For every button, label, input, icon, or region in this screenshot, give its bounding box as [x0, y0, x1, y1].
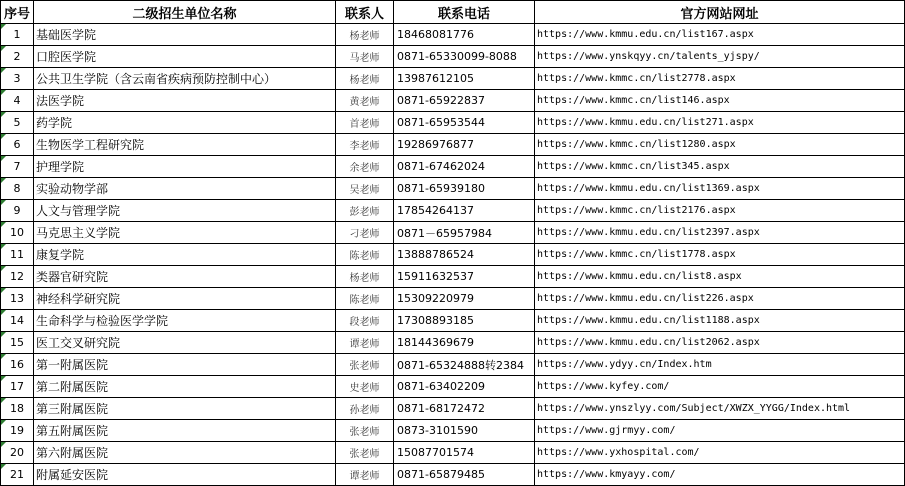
- phone-cell[interactable]: [394, 332, 535, 354]
- website-url-cell[interactable]: [535, 112, 905, 134]
- contact-person-cell[interactable]: [336, 288, 394, 310]
- website-url-cell[interactable]: [535, 310, 905, 332]
- phone-text: 0873-3101590: [397, 424, 478, 437]
- unit-name-text: 法医学院: [36, 94, 85, 108]
- table-row: [1, 442, 905, 464]
- phone-cell[interactable]: [394, 464, 535, 486]
- contact-person-text: 杨老师: [349, 273, 380, 284]
- phone-cell[interactable]: [394, 376, 535, 398]
- row-number-cell[interactable]: [1, 354, 34, 376]
- table-row: [1, 200, 905, 222]
- website-url-text: https://www.kmmu.edu.cn/list1188.aspx: [537, 315, 760, 326]
- row-number-cell[interactable]: [1, 68, 34, 90]
- contact-person-cell[interactable]: [336, 332, 394, 354]
- website-url-text: https://www.kmmu.edu.cn/list2397.aspx: [537, 227, 760, 238]
- row-number-text: 6: [13, 138, 21, 151]
- row-number-cell[interactable]: [1, 178, 34, 200]
- website-url-text: https://www.kmmc.cn/list345.aspx: [537, 161, 730, 172]
- phone-text: 0871-65939180: [397, 182, 485, 195]
- website-url-cell[interactable]: [535, 156, 905, 178]
- phone-cell[interactable]: [394, 222, 535, 244]
- contact-person-text: 杨老师: [349, 31, 380, 42]
- row-number-text: 20: [10, 446, 24, 459]
- phone-text: 0871-65330099-8088: [397, 50, 517, 63]
- contact-person-cell[interactable]: [336, 90, 394, 112]
- unit-name-text: 公共卫生学院（含云南省疾病预防控制中心）: [36, 72, 277, 86]
- phone-cell[interactable]: [394, 420, 535, 442]
- phone-text: 15309220979: [397, 292, 474, 305]
- unit-name-text: 第一附属医院: [36, 358, 109, 372]
- phone-cell[interactable]: [394, 288, 535, 310]
- table-row: [1, 68, 905, 90]
- website-url-cell[interactable]: [535, 420, 905, 442]
- website-url-cell[interactable]: [535, 178, 905, 200]
- row-number-cell[interactable]: [1, 24, 34, 46]
- cell-note-marker-icon: [1, 288, 6, 293]
- contact-person-text: 马老师: [349, 53, 380, 64]
- header-unit[interactable]: 二级招生单位名称: [34, 1, 336, 24]
- unit-name-text: 基础医学院: [36, 28, 97, 42]
- phone-text: 0871-67462024: [397, 160, 485, 173]
- cell-note-marker-icon: [1, 464, 6, 469]
- row-number-cell[interactable]: [1, 442, 34, 464]
- phone-text: 17854264137: [397, 204, 474, 217]
- row-number-text: 19: [10, 424, 24, 437]
- unit-name-cell[interactable]: [34, 442, 336, 464]
- contact-person-text: 谭老师: [349, 471, 380, 482]
- contact-person-text: 段老师: [349, 317, 380, 328]
- phone-cell[interactable]: [394, 46, 535, 68]
- row-number-cell[interactable]: [1, 46, 34, 68]
- website-url-cell[interactable]: [535, 266, 905, 288]
- unit-name-cell[interactable]: [34, 68, 336, 90]
- row-number-text: 17: [10, 380, 24, 393]
- contact-person-text: 余老师: [349, 163, 380, 174]
- cell-note-marker-icon: [1, 178, 6, 183]
- header-person[interactable]: 联系人: [336, 1, 394, 24]
- phone-cell[interactable]: [394, 156, 535, 178]
- phone-text: 0871－65957984: [397, 226, 492, 240]
- website-url-text: https://www.gjrmyy.com/: [537, 425, 676, 436]
- phone-text: 18144369679: [397, 336, 474, 349]
- phone-cell[interactable]: [394, 354, 535, 376]
- cell-note-marker-icon: [1, 134, 6, 139]
- website-url-cell[interactable]: [535, 244, 905, 266]
- contact-person-text: 张老师: [349, 361, 380, 372]
- unit-name-cell[interactable]: [34, 90, 336, 112]
- phone-text: 0871-65879485: [397, 468, 485, 481]
- cell-note-marker-icon: [1, 442, 6, 447]
- phone-text: 15087701574: [397, 446, 474, 459]
- contact-person-cell[interactable]: [336, 178, 394, 200]
- website-url-text: https://www.kmmc.cn/list146.aspx: [537, 95, 730, 106]
- phone-cell[interactable]: [394, 442, 535, 464]
- contact-person-cell[interactable]: [336, 354, 394, 376]
- row-number-cell[interactable]: [1, 112, 34, 134]
- unit-name-cell[interactable]: [34, 332, 336, 354]
- row-number-cell[interactable]: [1, 156, 34, 178]
- unit-name-cell[interactable]: [34, 178, 336, 200]
- contact-person-text: 彭老师: [349, 207, 380, 218]
- unit-name-cell[interactable]: [34, 288, 336, 310]
- row-number-text: 7: [13, 160, 21, 173]
- table-row: [1, 420, 905, 442]
- table-row: [1, 244, 905, 266]
- row-number-cell[interactable]: [1, 420, 34, 442]
- website-url-text: https://www.kmmc.cn/list1778.aspx: [537, 249, 736, 260]
- unit-name-cell[interactable]: [34, 354, 336, 376]
- phone-text: 13987612105: [397, 72, 474, 85]
- unit-name-cell[interactable]: [34, 376, 336, 398]
- row-number-text: 11: [10, 248, 24, 261]
- phone-cell[interactable]: [394, 178, 535, 200]
- unit-name-text: 马克思主义学院: [36, 226, 121, 240]
- website-url-cell[interactable]: [535, 332, 905, 354]
- phone-text: 0871-65324888转2384: [397, 358, 524, 372]
- contact-person-text: 吴老师: [349, 185, 380, 196]
- contact-person-cell[interactable]: [336, 46, 394, 68]
- table-row: [1, 332, 905, 354]
- website-url-text: https://www.kmmu.edu.cn/list271.aspx: [537, 117, 754, 128]
- row-number-cell[interactable]: [1, 332, 34, 354]
- website-url-text: https://www.yxhospital.com/: [537, 447, 700, 458]
- website-url-cell[interactable]: [535, 354, 905, 376]
- unit-name-cell[interactable]: [34, 398, 336, 420]
- website-url-text: https://www.ynskqyy.cn/talents_yjspy/: [537, 51, 760, 62]
- unit-name-cell[interactable]: [34, 244, 336, 266]
- unit-name-cell[interactable]: [34, 134, 336, 156]
- phone-text: 0871-65922837: [397, 94, 485, 107]
- website-url-cell[interactable]: [535, 288, 905, 310]
- contact-person-cell[interactable]: [336, 310, 394, 332]
- phone-text: 0871-68172472: [397, 402, 485, 415]
- website-url-cell[interactable]: [535, 24, 905, 46]
- row-number-text: 5: [13, 116, 21, 129]
- table-row: [1, 90, 905, 112]
- website-url-text: https://www.kmyayy.com/: [537, 469, 676, 480]
- cell-note-marker-icon: [1, 68, 6, 73]
- row-number-text: 4: [13, 94, 21, 107]
- contact-person-text: 李老师: [349, 141, 380, 152]
- phone-cell[interactable]: [394, 200, 535, 222]
- contact-person-text: 首老师: [349, 119, 380, 130]
- unit-name-text: 附属延安医院: [36, 468, 109, 482]
- row-number-cell[interactable]: [1, 464, 34, 486]
- website-url-cell[interactable]: [535, 442, 905, 464]
- phone-text: 18468081776: [397, 28, 474, 41]
- unit-name-text: 生命科学与检验医学学院: [36, 314, 169, 328]
- contact-person-cell[interactable]: [336, 68, 394, 90]
- unit-name-text: 第六附属医院: [36, 446, 109, 460]
- unit-name-cell[interactable]: [34, 156, 336, 178]
- website-url-cell[interactable]: [535, 398, 905, 420]
- row-number-cell[interactable]: [1, 200, 34, 222]
- phone-cell[interactable]: [394, 266, 535, 288]
- contact-person-text: 谭老师: [349, 339, 380, 350]
- website-url-cell[interactable]: [535, 68, 905, 90]
- cell-note-marker-icon: [1, 24, 6, 29]
- cell-note-marker-icon: [1, 222, 6, 227]
- table-row: [1, 266, 905, 288]
- row-number-cell[interactable]: [1, 288, 34, 310]
- table-row: [1, 310, 905, 332]
- cell-note-marker-icon: [1, 112, 6, 117]
- website-url-text: https://www.kmmu.edu.cn/list226.aspx: [537, 293, 754, 304]
- contact-person-text: 张老师: [349, 427, 380, 438]
- row-number-cell[interactable]: [1, 266, 34, 288]
- phone-text: 0871-63402209: [397, 380, 485, 393]
- cell-note-marker-icon: [1, 46, 6, 51]
- contact-person-text: 陈老师: [349, 295, 380, 306]
- row-number-cell[interactable]: [1, 310, 34, 332]
- header-no[interactable]: 序号: [1, 1, 34, 24]
- row-number-cell[interactable]: [1, 376, 34, 398]
- row-number-cell[interactable]: [1, 244, 34, 266]
- unit-name-text: 第五附属医院: [36, 424, 109, 438]
- unit-name-text: 口腔医学院: [36, 50, 97, 64]
- contact-person-text: 杨老师: [349, 75, 380, 86]
- unit-name-text: 生物医学工程研究院: [36, 138, 145, 152]
- phone-cell[interactable]: [394, 310, 535, 332]
- contact-person-cell[interactable]: [336, 376, 394, 398]
- website-url-cell[interactable]: [535, 134, 905, 156]
- table-row: [1, 398, 905, 420]
- phone-text: 17308893185: [397, 314, 474, 327]
- website-url-text: https://www.kmmc.cn/list2176.aspx: [537, 205, 736, 216]
- phone-text: 13888786524: [397, 248, 474, 261]
- unit-name-text: 实验动物学部: [36, 182, 109, 196]
- row-number-text: 14: [10, 314, 24, 327]
- cell-note-marker-icon: [1, 332, 6, 337]
- contact-person-text: 陈老师: [349, 251, 380, 262]
- phone-cell[interactable]: [394, 398, 535, 420]
- header-phone[interactable]: 联系电话: [394, 1, 535, 24]
- website-url-text: https://www.kmmc.cn/list2778.aspx: [537, 73, 736, 84]
- contact-person-cell[interactable]: [336, 200, 394, 222]
- unit-name-text: 康复学院: [36, 248, 85, 262]
- phone-cell[interactable]: [394, 68, 535, 90]
- table-row: [1, 134, 905, 156]
- phone-cell[interactable]: [394, 112, 535, 134]
- unit-name-cell[interactable]: [34, 112, 336, 134]
- table-row: [1, 288, 905, 310]
- row-number-text: 3: [13, 72, 21, 85]
- cell-note-marker-icon: [1, 200, 6, 205]
- unit-name-cell[interactable]: [34, 200, 336, 222]
- table-row: [1, 112, 905, 134]
- unit-name-cell[interactable]: [34, 310, 336, 332]
- cell-note-marker-icon: [1, 310, 6, 315]
- unit-name-text: 护理学院: [36, 160, 85, 174]
- table-row: [1, 464, 905, 486]
- row-number-text: 10: [10, 226, 24, 239]
- contact-person-cell[interactable]: [336, 398, 394, 420]
- unit-name-cell[interactable]: [34, 222, 336, 244]
- table-row: [1, 222, 905, 244]
- contact-person-cell[interactable]: [336, 266, 394, 288]
- row-number-cell[interactable]: [1, 398, 34, 420]
- contact-person-cell[interactable]: [336, 244, 394, 266]
- contact-person-text: 黄老师: [349, 97, 380, 108]
- contact-person-cell[interactable]: [336, 442, 394, 464]
- unit-name-cell[interactable]: [34, 46, 336, 68]
- contact-person-cell[interactable]: [336, 112, 394, 134]
- phone-cell[interactable]: [394, 134, 535, 156]
- contact-person-cell[interactable]: [336, 222, 394, 244]
- contact-person-text: 张老师: [349, 449, 380, 460]
- header-row: [1, 1, 905, 24]
- header-url[interactable]: 官方网站网址: [535, 1, 905, 24]
- cell-note-marker-icon: [1, 398, 6, 403]
- website-url-cell[interactable]: [535, 46, 905, 68]
- unit-name-text: 人文与管理学院: [36, 204, 121, 218]
- contact-person-cell[interactable]: [336, 134, 394, 156]
- row-number-text: 21: [10, 468, 24, 481]
- phone-cell[interactable]: [394, 90, 535, 112]
- website-url-cell[interactable]: [535, 464, 905, 486]
- cell-note-marker-icon: [1, 354, 6, 359]
- table-row: [1, 46, 905, 68]
- contact-person-text: 刁老师: [349, 229, 380, 240]
- cell-note-marker-icon: [1, 376, 6, 381]
- contact-person-text: 孙老师: [349, 405, 380, 416]
- contact-person-cell[interactable]: [336, 464, 394, 486]
- cell-note-marker-icon: [1, 244, 6, 249]
- phone-text: 0871-65953544: [397, 116, 485, 129]
- cell-note-marker-icon: [1, 90, 6, 95]
- website-url-text: https://www.ynszlyy.com/Subject/XWZX_YYGG/Index.html: [537, 403, 851, 414]
- row-number-text: 9: [13, 204, 21, 217]
- unit-name-cell[interactable]: [34, 24, 336, 46]
- website-url-text: https://www.kmmu.edu.cn/list1369.aspx: [537, 183, 760, 194]
- contact-person-cell[interactable]: [336, 420, 394, 442]
- table-row: [1, 376, 905, 398]
- cell-note-marker-icon: [1, 156, 6, 161]
- website-url-cell[interactable]: [535, 222, 905, 244]
- unit-name-cell[interactable]: [34, 266, 336, 288]
- website-url-cell[interactable]: [535, 376, 905, 398]
- website-url-text: https://www.kyfey.com/: [537, 381, 670, 392]
- unit-name-text: 医工交叉研究院: [36, 336, 121, 350]
- unit-name-text: 第三附属医院: [36, 402, 109, 416]
- unit-name-cell[interactable]: [34, 464, 336, 486]
- website-url-text: https://www.kmmu.edu.cn/list2062.aspx: [537, 337, 760, 348]
- table-row: [1, 156, 905, 178]
- phone-cell[interactable]: [394, 244, 535, 266]
- cell-note-marker-icon: [1, 266, 6, 271]
- contact-person-text: 史老师: [349, 383, 380, 394]
- website-url-text: https://www.kmmc.cn/list1280.aspx: [537, 139, 736, 150]
- row-number-text: 1: [13, 28, 21, 41]
- row-number-text: 13: [10, 292, 24, 305]
- website-url-cell[interactable]: [535, 90, 905, 112]
- website-url-text: https://www.kmmu.edu.cn/list167.aspx: [537, 29, 754, 40]
- website-url-text: https://www.ydyy.cn/Index.htm: [537, 359, 712, 370]
- row-number-text: 18: [10, 402, 24, 415]
- unit-name-cell[interactable]: [34, 420, 336, 442]
- unit-name-text: 药学院: [36, 116, 73, 130]
- contact-person-cell[interactable]: [336, 156, 394, 178]
- row-number-cell[interactable]: [1, 134, 34, 156]
- phone-text: 19286976877: [397, 138, 474, 151]
- table-row: [1, 24, 905, 46]
- contact-person-cell[interactable]: [336, 24, 394, 46]
- cell-note-marker-icon: [1, 420, 6, 425]
- table-row: [1, 178, 905, 200]
- unit-name-text: 类器官研究院: [36, 270, 109, 284]
- row-number-cell[interactable]: [1, 222, 34, 244]
- row-number-text: 2: [13, 50, 21, 63]
- website-url-cell[interactable]: [535, 200, 905, 222]
- website-url-text: https://www.kmmu.edu.cn/list8.aspx: [537, 271, 742, 282]
- phone-cell[interactable]: [394, 24, 535, 46]
- unit-name-text: 神经科学研究院: [36, 292, 121, 306]
- unit-name-text: 第二附属医院: [36, 380, 109, 394]
- phone-text: 15911632537: [397, 270, 474, 283]
- row-number-text: 12: [10, 270, 24, 283]
- row-number-cell[interactable]: [1, 90, 34, 112]
- table-row: [1, 354, 905, 376]
- row-number-text: 16: [10, 358, 24, 371]
- row-number-text: 8: [13, 182, 21, 195]
- row-number-text: 15: [10, 336, 24, 349]
